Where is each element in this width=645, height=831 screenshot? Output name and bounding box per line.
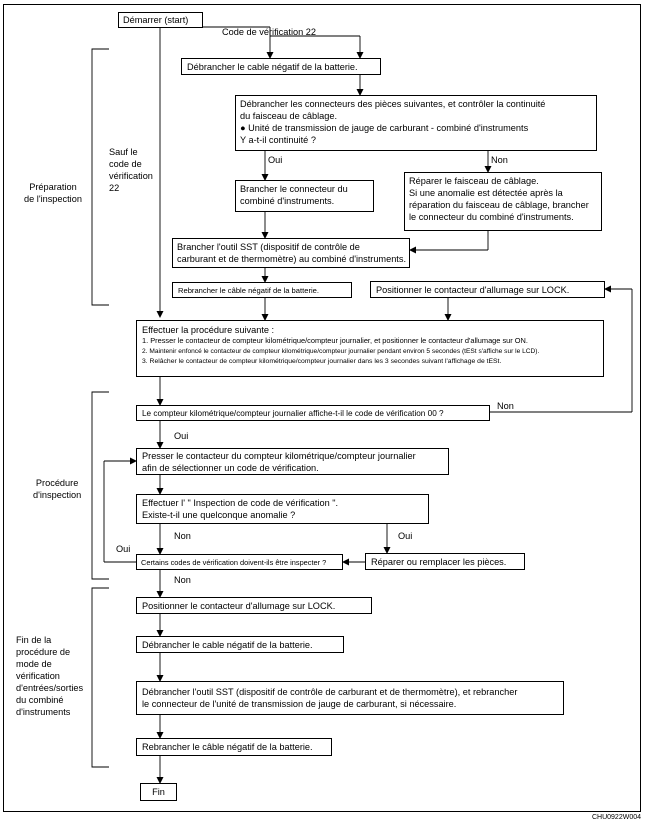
label-no-other: Non [174,575,191,585]
end-section-line-4: vérification [16,671,60,681]
label-no-continuity: Non [491,155,508,165]
step-select-code [136,448,449,475]
step-disconnect-negative [181,58,381,75]
step-other-codes [136,554,343,570]
end-section-line-6: du combiné [16,695,64,705]
end-section-line-3: mode de [16,659,52,669]
start-label: Démarrer (start) [123,15,189,25]
end-disconnect-sst-line-1: Débrancher l'outil SST (dispositif de contrôle de carburant et de thermomètre), et rebrancher [142,687,518,697]
step-disconnect-negative-text: Débrancher le cable négatif de la batterie. [187,62,358,72]
sauf-line-2: code de [109,159,142,169]
repair-harness-line-4: le connecteur du combiné d'instruments. [409,212,574,222]
prep-line-2: de l'inspection [24,194,82,204]
label-yes-continuity: Oui [268,155,283,165]
end-section-line-1: Fin de la [16,635,52,645]
connect-meter-line-1: Brancher le connecteur du [240,184,348,194]
repair-harness-line-2: Si une anomalie est détectée après la [409,188,563,198]
step-repair-harness [404,172,602,231]
step-repair-parts [365,553,525,570]
step-ignition-lock-text: Positionner le contacteur d'allumage sur LOCK. [376,285,570,295]
step-ignition-lock [370,281,605,298]
step-inspection [136,494,429,524]
step-display-question-text: Le compteur kilométrique/compteur journalier affiche-t-il le code de vérification 00 ? [142,409,444,418]
section-preparation [24,181,82,205]
sauf-line-4: 22 [109,183,120,193]
connect-meter-line-2: combiné d'instruments. [240,196,335,206]
section-procedure [33,477,81,501]
continuity-line-2: du faisceau de câblage. [240,111,338,121]
repair-harness-line-1: Réparer le faisceau de câblage. [409,176,539,186]
step-other-codes-text: Certains codes de vérification doivent-ils être inspecter ? [141,558,327,567]
section-sauf-code-22 [109,146,153,194]
sauf-line-1: Sauf le [109,147,138,157]
step-reconnect-negative-text: Rebrancher le câble négatif de la batterie. [178,286,319,295]
fin-node [140,783,177,801]
step-display-question [136,405,490,421]
label-no-inspection: Non [174,531,191,541]
end-reconnect-negative [136,738,332,756]
repair-harness-line-3: réparation du faisceau de câblage, brancher [409,200,589,210]
inspection-line-2: Existe-t-il une quelconque anomalie ? [142,510,296,520]
select-code-line-1: Presser le contacteur du compteur kilométrique/compteur journalier [142,451,416,461]
procedure-step-1: 1. Presser le contacteur de compteur kilométrique/compteur journalier, et positionner le contacteur d'allumage sur ON. [142,336,528,345]
procedure-section-line-1: Procédure [35,478,79,488]
label-yes-inspection: Oui [398,531,413,541]
continuity-line-4: Y a-t-il continuité ? [240,135,316,145]
procedure-step-3: 3. Relâcher le contacteur de compteur kilométrique/compteur journalier dans les 3 secondes suivant l'affichage de tESt. [142,358,502,365]
end-disconnect-sst-line-2: le connecteur de l'unité de transmission de jauge de carburant, si nécessaire. [142,699,457,709]
label-yes-other: Oui [116,544,131,554]
start-node [118,12,203,28]
end-section-line-5: d'entrées/sorties [16,683,84,693]
end-section-line-7: d'instruments [16,707,71,717]
end-ignition-lock [136,597,372,614]
step-repair-parts-text: Réparer ou remplacer les pièces. [371,557,507,567]
procedure-step-2: 2. Maintenir enfoncé le contacteur de compteur kilométrique/compteur journalier pendant environ 5 secondes (tESt s'affiche sur le LCD). [142,347,540,355]
label-yes-display: Oui [174,431,189,441]
end-ignition-lock-text: Positionner le contacteur d'allumage sur LOCK. [142,601,336,611]
end-disconnect-negative [136,636,344,653]
select-code-line-2: afin de sélectionner un code de vérification. [142,463,319,473]
label-no-display: Non [497,401,514,411]
code-label: Code de vérification 22 [222,27,316,37]
procedure-section-line-2: d'inspection [33,490,82,500]
end-reconnect-negative-text: Rebrancher le câble négatif de la batterie. [142,742,313,752]
connect-sst-line-1: Brancher l'outil SST (dispositif de contrôle de [177,242,360,252]
prep-line-1: Préparation [29,182,77,192]
figure-code: CHU0922W004 [591,814,641,821]
connect-sst-line-2: carburant et de thermomètre) au combiné d'instruments. [177,254,406,264]
fin-label: Fin [152,787,165,797]
end-disconnect-sst [136,681,564,715]
step-procedure [136,320,604,377]
continuity-line-1: Débrancher les connecteurs des pièces suivantes, et contrôler la continuité [240,99,546,109]
step-connect-sst [172,238,410,268]
end-disconnect-negative-text: Débrancher le cable négatif de la batterie. [142,640,313,650]
continuity-line-3: ● Unité de transmission de jauge de carburant - combiné d'instruments [240,123,529,133]
sauf-line-3: vérification [109,171,153,181]
step-connect-meter [235,180,374,212]
step-reconnect-negative [172,282,352,298]
section-end [16,634,83,718]
procedure-title: Effectuer la procédure suivante : [142,325,275,335]
end-section-line-2: procédure de [16,647,71,657]
inspection-line-1: Effectuer l' " Inspection de code de vérification ". [142,498,339,508]
step-check-continuity [235,95,597,151]
